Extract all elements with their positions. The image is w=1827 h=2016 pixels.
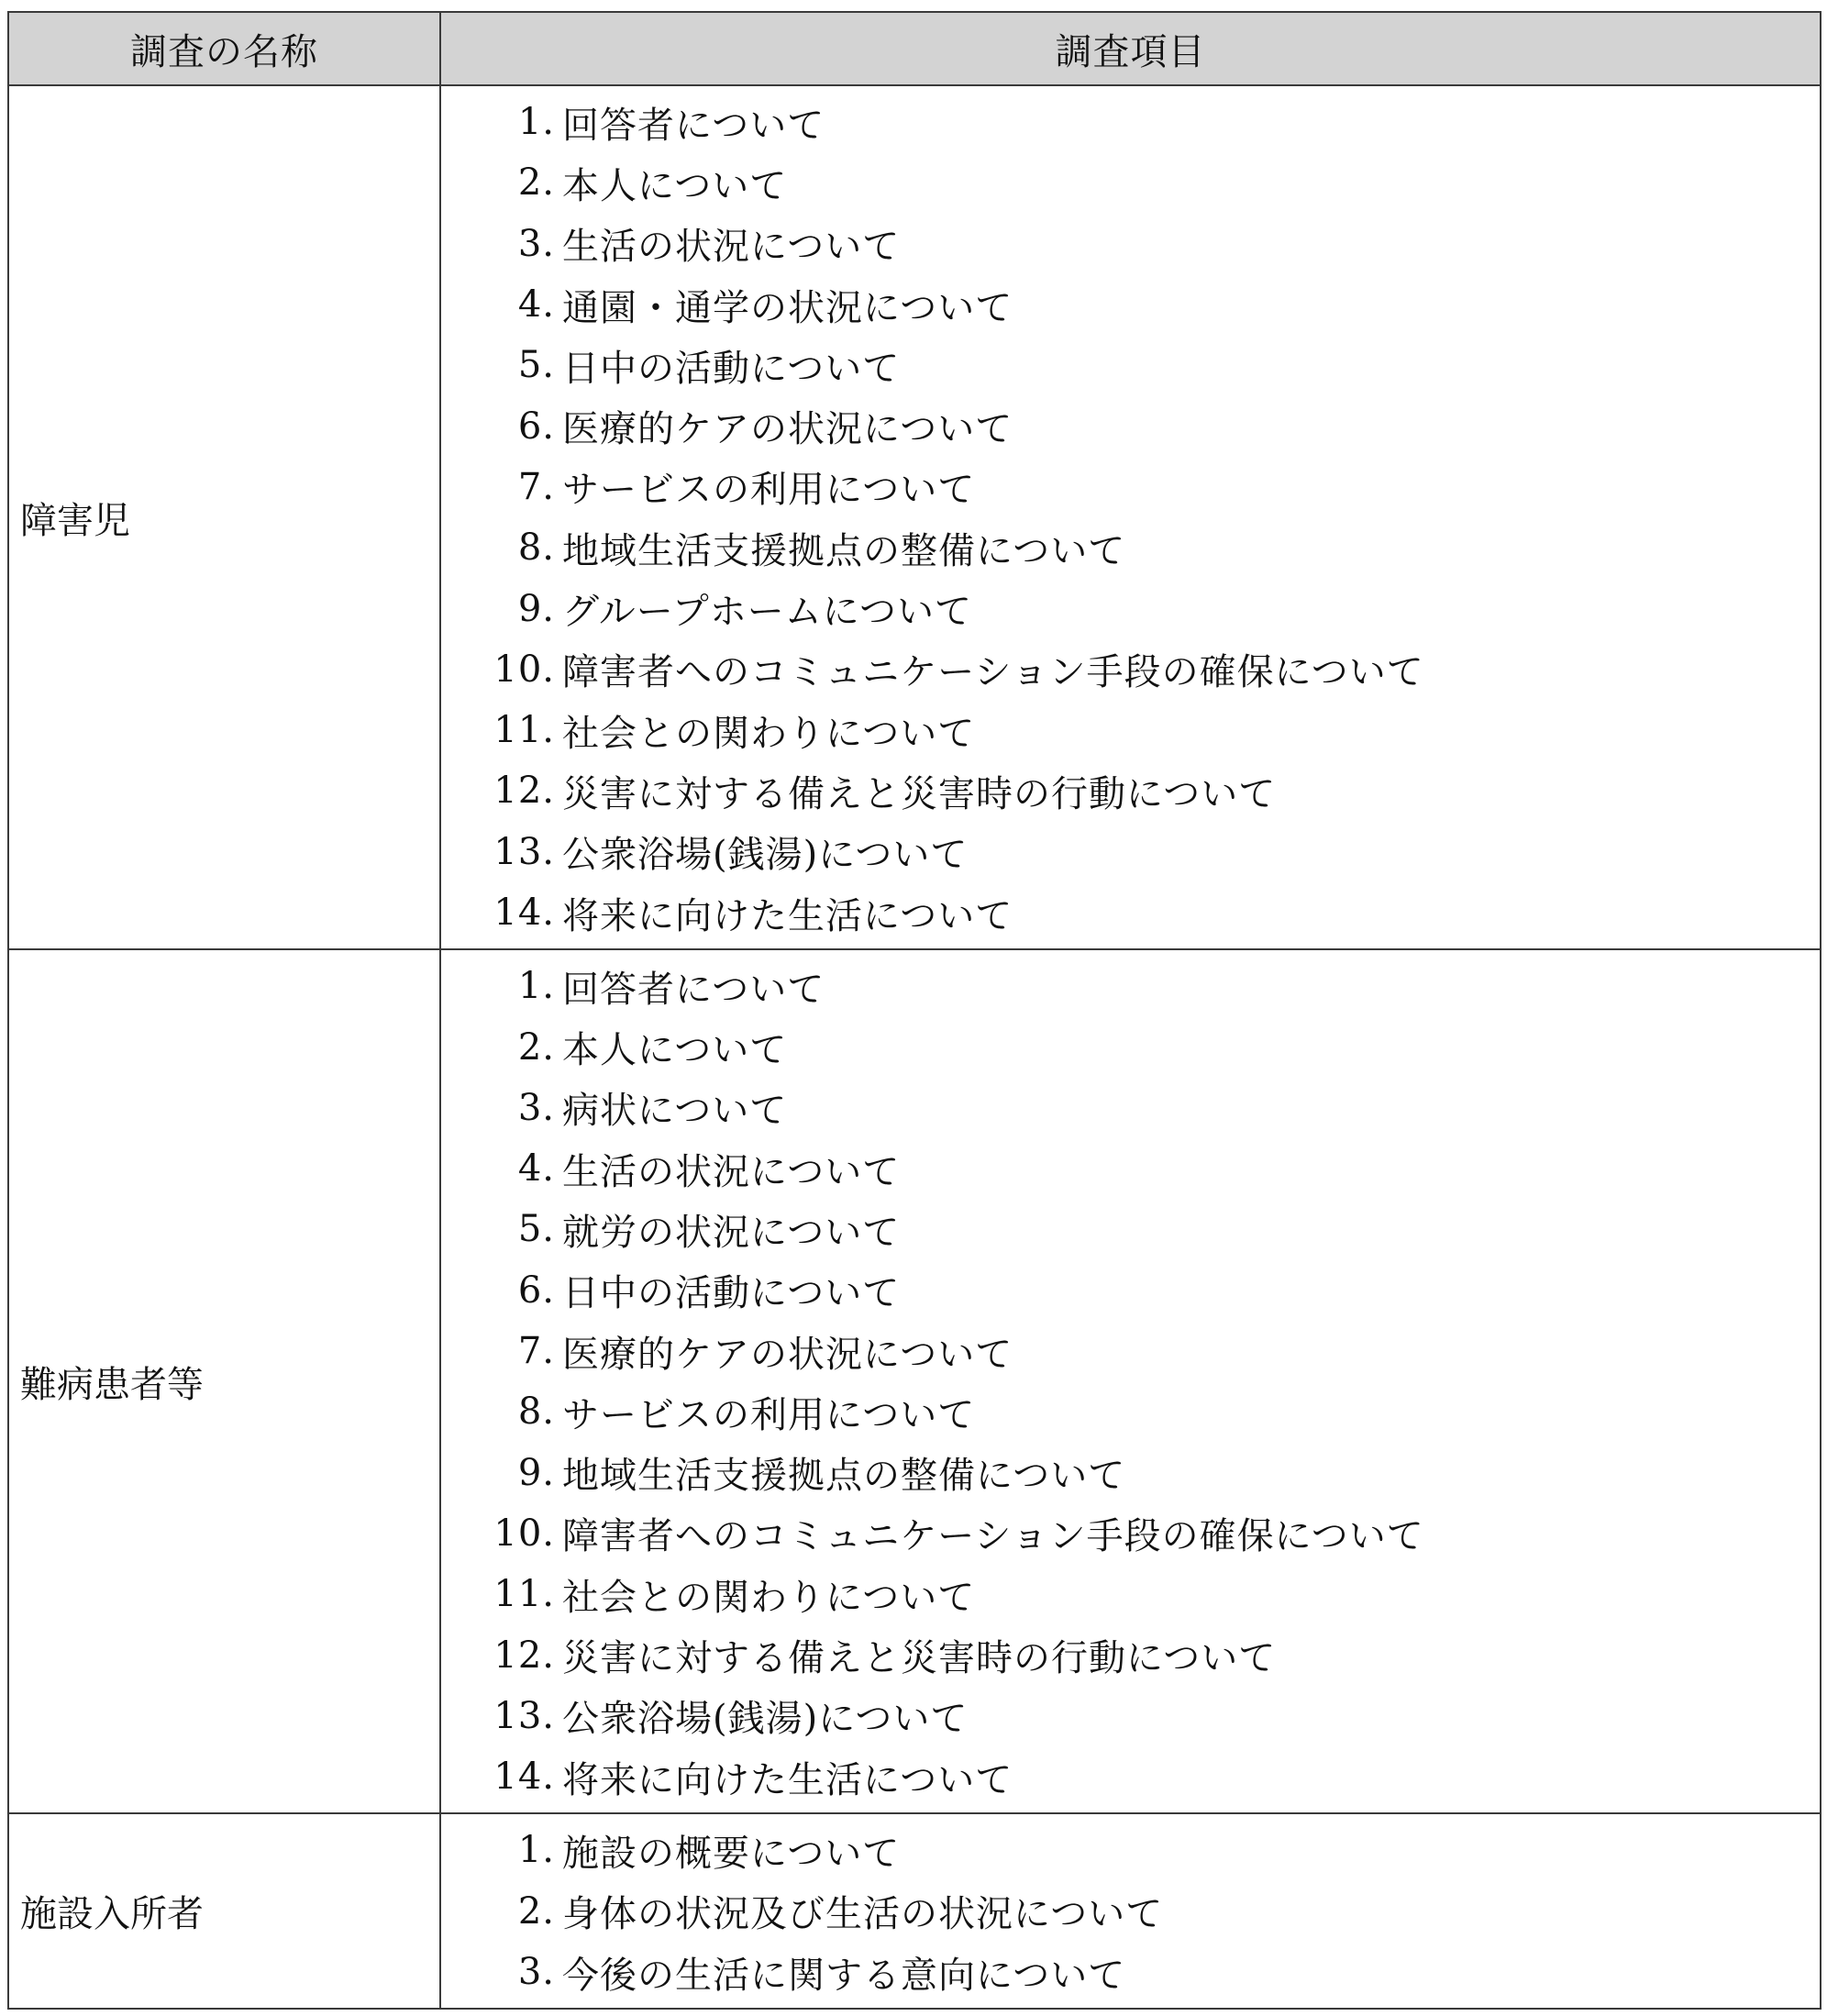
header-row [8,12,1821,85]
item-label: 地域生活支援拠点の整備について [562,529,1126,572]
list-item [472,1564,1820,1624]
item-number: 7. [517,1330,555,1373]
survey-name-cell: 難病患者等 [8,949,440,1813]
item-number: 10. [493,648,555,691]
list-item [472,1820,1820,1880]
item-label: 今後の生活に関する意向について [562,1954,1126,1997]
list-item [472,578,1820,638]
survey-item-list [441,92,1820,943]
table-row [8,1813,1821,2009]
table-body [8,85,1821,2009]
survey-item-list [441,1820,1820,2002]
table-row [8,949,1821,1813]
item-label: 社会との関わりについて [562,712,976,755]
item-number: 4. [517,1147,555,1191]
list-item [472,214,1820,274]
item-number: 6. [517,1268,555,1312]
item-label: 日中の活動について [562,347,901,390]
item-label: 障害者へのコミュニケーション手段の確保について [562,651,1424,694]
list-item [472,395,1820,456]
list-item [472,1078,1820,1138]
item-number: 14. [493,1756,555,1799]
item-number: 3. [517,1086,555,1129]
item-label: 生活の状況について [562,1150,901,1193]
survey-items-cell [440,85,1821,949]
list-item [472,1624,1820,1685]
item-label: 災害に対する備えと災害時の行動について [562,1637,1277,1680]
list-item [472,152,1820,213]
item-number: 13. [493,830,555,873]
item-label: 回答者について [562,968,825,1011]
item-number: 8. [517,1390,555,1434]
list-item [472,1199,1820,1259]
list-item [472,335,1820,395]
item-label: 災害に対する備えと災害時の行動について [562,772,1277,815]
item-number: 7. [517,465,555,508]
item-label: 通園・通学の状況について [562,286,1013,329]
list-item [472,956,1820,1016]
item-number: 11. [493,709,555,752]
item-number: 5. [517,1208,555,1251]
list-item [472,457,1820,517]
item-label: グループホームについて [562,591,972,634]
survey-items-cell [440,949,1821,1813]
item-number: 3. [517,1951,555,1994]
list-item [472,1016,1820,1077]
item-label: 施設の概要について [562,1832,901,1875]
list-item [472,700,1820,760]
item-label: サービスの利用について [562,469,976,512]
list-item [472,92,1820,152]
item-number: 12. [493,1634,555,1677]
list-item [472,882,1820,943]
list-item [472,1381,1820,1442]
list-item [472,760,1820,821]
item-number: 10. [493,1512,555,1555]
list-item [472,1443,1820,1503]
item-label: 日中の活動について [562,1272,901,1315]
list-item [472,1746,1820,1807]
item-number: 1. [517,101,555,144]
list-item [472,1686,1820,1746]
list-item [472,822,1820,882]
item-number: 2. [517,1889,555,1933]
item-number: 5. [517,344,555,387]
list-item [472,639,1820,700]
item-number: 9. [517,1451,555,1494]
list-item [472,1321,1820,1381]
header-survey-items: 調査項目 [440,12,1821,85]
item-label: 将来に向けた生活について [562,1758,1013,1801]
list-item [472,274,1820,335]
list-item [472,1260,1820,1321]
item-number: 9. [517,587,555,630]
item-number: 11. [493,1573,555,1616]
list-item [472,1881,1820,1942]
item-label: 地域生活支援拠点の整備について [562,1455,1126,1498]
item-number: 12. [493,770,555,813]
item-number: 3. [517,222,555,265]
item-number: 4. [517,283,555,327]
item-number: 2. [517,161,555,205]
survey-name-cell: 障害児 [8,85,440,949]
list-item [472,1503,1820,1564]
item-number: 6. [517,404,555,448]
item-label: 公衆浴場(銭湯)について [562,834,969,877]
item-label: 病状について [562,1090,788,1133]
table-header [8,12,1821,85]
item-label: 生活の状況について [562,226,901,269]
item-label: 社会との関わりについて [562,1576,976,1619]
item-number: 1. [517,1829,555,1872]
item-number: 14. [493,892,555,934]
item-label: 就労の状況について [562,1211,901,1254]
item-number: 2. [517,1025,555,1069]
item-number: 8. [517,526,555,570]
list-item [472,1138,1820,1199]
item-label: 医療的ケアの状況について [562,408,1013,451]
item-label: 医療的ケアの状況について [562,1333,1013,1376]
item-label: 回答者について [562,104,825,147]
header-survey-name: 調査の名称 [8,12,440,85]
item-label: 身体の状況及び生活の状況について [562,1893,1164,1936]
item-label: 公衆浴場(銭湯)について [562,1698,969,1741]
item-number: 1. [517,965,555,1008]
item-label: サービスの利用について [562,1393,976,1436]
survey-items-cell [440,1813,1821,2009]
item-label: 本人について [562,164,788,207]
item-label: 障害者へのコミュニケーション手段の確保について [562,1515,1424,1558]
item-label: 本人について [562,1029,788,1072]
list-item [472,517,1820,578]
survey-item-list [441,956,1820,1807]
item-number: 13. [493,1694,555,1737]
survey-name-cell: 施設入所者 [8,1813,440,2009]
item-label: 将来に向けた生活について [562,894,1013,937]
table-row [8,85,1821,949]
survey-items-table [7,11,1821,2010]
list-item [472,1942,1820,2002]
